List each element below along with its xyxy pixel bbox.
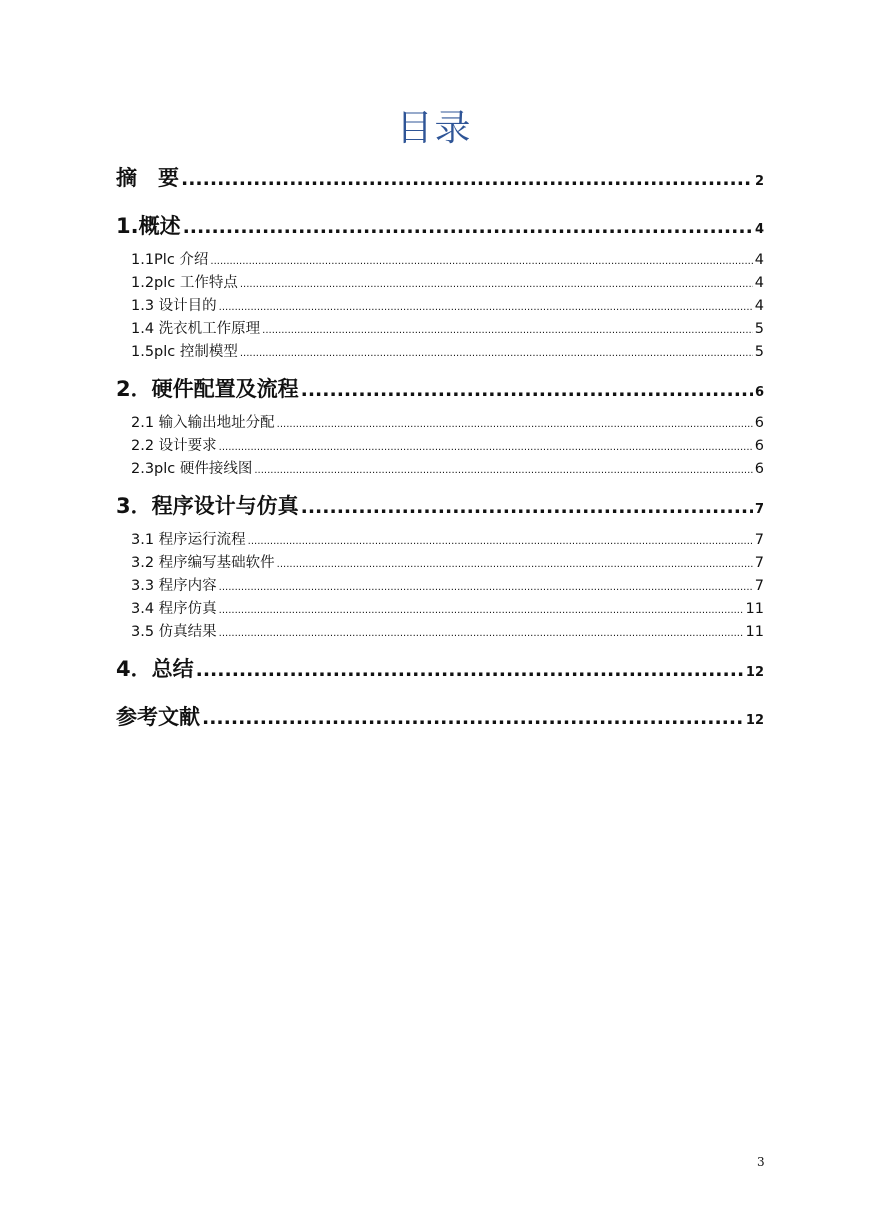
toc-leader-dots [248,536,753,547]
toc-entry-chapter-2[interactable] [116,373,764,411]
toc-entry-page: 4 [754,275,764,291]
toc-entry-2-2[interactable] [116,434,764,457]
toc-entry-page: 6 [754,415,764,431]
toc-entry-page: 4 [754,222,764,237]
toc-entry-label: 3.1 程序运行流程 [131,532,246,548]
toc-entry-chapter-3[interactable] [116,490,764,528]
toc-leader-dots [254,465,752,476]
toc-entry-1-4[interactable] [116,317,764,340]
toc-entry-page: 7 [754,578,764,594]
toc-leader-dots [240,348,753,359]
toc-entry-label: 2.3plc 硬件接线图 [131,461,253,477]
page-number: 3 [757,1155,765,1169]
toc-leader-dots [301,379,753,401]
toc-entry-3-2[interactable] [116,551,764,574]
toc-entry-label: 1.5plc 控制模型 [131,344,238,360]
toc-entry-label: 1.3 设计目的 [131,298,217,314]
toc-entry-label: 2.2 设计要求 [131,438,217,454]
toc-entry-page: 7 [754,532,764,548]
toc-entry-page: 12 [745,713,764,728]
toc-entry-label: 1.2plc 工作特点 [131,275,238,291]
toc-leader-dots [219,628,744,639]
toc-entry-page: 12 [745,665,764,680]
toc-entry-abstract[interactable] [116,162,764,200]
toc-entry-1-3[interactable] [116,294,764,317]
toc-title: 目录 [396,108,473,149]
toc-entry-page: 5 [754,321,764,337]
toc-entry-3-1[interactable] [116,528,764,551]
toc-entry-chapter-1[interactable] [116,210,764,248]
toc-entry-page: 2 [754,174,764,189]
toc-leader-dots [219,582,753,593]
toc-leader-dots [196,659,744,681]
toc-entry-2-3[interactable] [116,457,764,480]
toc-entry-page: 11 [745,601,764,617]
toc-leader-dots [210,256,752,267]
toc-entry-label: 2.1 输入输出地址分配 [131,415,275,431]
toc-entry-label: 2．硬件配置及流程 [116,377,299,401]
toc-entry-3-4[interactable] [116,597,764,620]
toc-leader-dots [181,168,753,190]
toc-entry-page: 4 [754,252,764,268]
toc-entry-3-3[interactable] [116,574,764,597]
toc-entry-page: 7 [754,502,764,517]
toc-entry-label: 3．程序设计与仿真 [116,494,299,518]
toc-entry-page: 6 [754,461,764,477]
toc-leader-dots [183,216,753,238]
toc-entry-label: 4．总结 [116,657,194,681]
toc-entry-label: 1.概述 [116,214,181,238]
toc-leader-dots [262,325,753,336]
table-of-contents [116,162,764,739]
toc-entry-label: 摘 要 [116,166,179,190]
toc-entry-label: 3.3 程序内容 [131,578,217,594]
toc-entry-page: 4 [754,298,764,314]
toc-entry-references[interactable] [116,701,764,739]
toc-entry-label: 1.4 洗衣机工作原理 [131,321,261,337]
toc-leader-dots [277,419,753,430]
toc-entry-1-1[interactable] [116,248,764,271]
toc-entry-label: 3.5 仿真结果 [131,624,217,640]
toc-entry-page: 6 [754,438,764,454]
toc-entry-label: 3.4 程序仿真 [131,601,217,617]
toc-entry-label: 3.2 程序编写基础软件 [131,555,275,571]
toc-leader-dots [219,605,744,616]
toc-entry-page: 7 [754,555,764,571]
toc-entry-1-2[interactable] [116,271,764,294]
toc-entry-label: 参考文献 [116,705,200,729]
toc-entry-page: 6 [754,385,764,400]
toc-entry-page: 11 [745,624,764,640]
toc-entry-3-5[interactable] [116,620,764,643]
toc-entry-2-1[interactable] [116,411,764,434]
toc-entry-page: 5 [754,344,764,360]
toc-entry-label: 1.1Plc 介绍 [131,252,209,268]
toc-entry-1-5[interactable] [116,340,764,363]
toc-leader-dots [219,302,753,313]
toc-leader-dots [240,279,753,290]
toc-leader-dots [202,707,744,729]
toc-entry-chapter-4[interactable] [116,653,764,691]
toc-leader-dots [277,559,753,570]
toc-leader-dots [219,442,753,453]
toc-leader-dots [301,496,753,518]
